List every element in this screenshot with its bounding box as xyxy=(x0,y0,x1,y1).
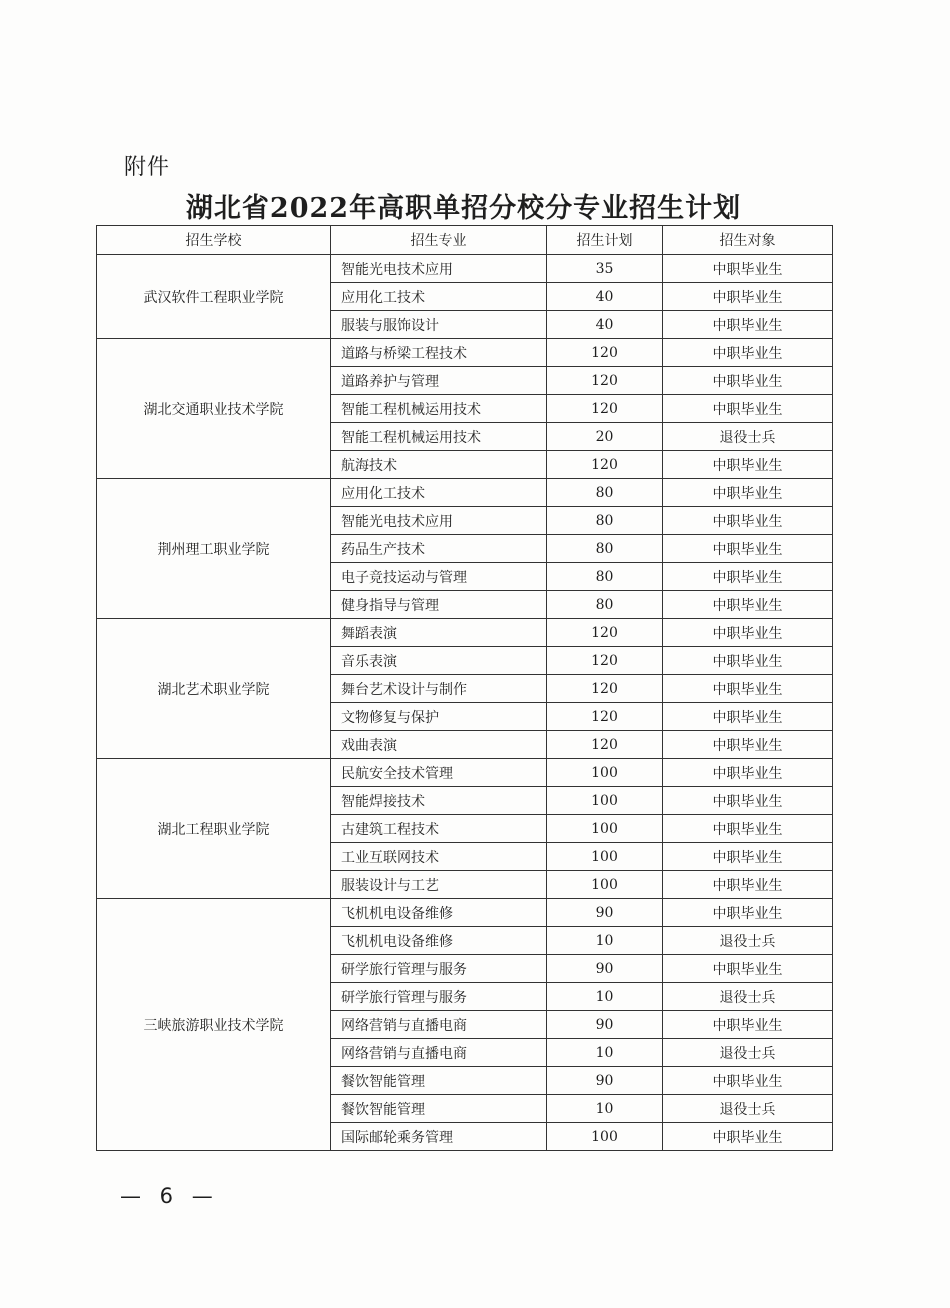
plan-count-cell: 90 xyxy=(547,1011,663,1039)
major-cell: 工业互联网技术 xyxy=(331,843,547,871)
target-group-cell: 退役士兵 xyxy=(663,1039,833,1067)
plan-count-cell: 80 xyxy=(547,563,663,591)
table-row xyxy=(97,899,833,927)
plan-count-cell: 80 xyxy=(547,507,663,535)
column-header-target: 招生对象 xyxy=(663,226,833,255)
enrollment-plan-table xyxy=(96,225,833,1151)
major-cell: 网络营销与直播电商 xyxy=(331,1039,547,1067)
major-cell: 智能工程机械运用技术 xyxy=(331,423,547,451)
plan-count-cell: 120 xyxy=(547,703,663,731)
target-group-cell: 中职毕业生 xyxy=(663,675,833,703)
major-cell: 智能光电技术应用 xyxy=(331,507,547,535)
target-group-cell: 中职毕业生 xyxy=(663,283,833,311)
target-group-cell: 中职毕业生 xyxy=(663,563,833,591)
plan-count-cell: 80 xyxy=(547,535,663,563)
major-cell: 道路养护与管理 xyxy=(331,367,547,395)
major-cell: 服装与服饰设计 xyxy=(331,311,547,339)
plan-count-cell: 10 xyxy=(547,983,663,1011)
major-cell: 文物修复与保护 xyxy=(331,703,547,731)
target-group-cell: 中职毕业生 xyxy=(663,647,833,675)
target-group-cell: 中职毕业生 xyxy=(663,843,833,871)
plan-count-cell: 90 xyxy=(547,1067,663,1095)
table-row xyxy=(97,479,833,507)
major-cell: 药品生产技术 xyxy=(331,535,547,563)
major-cell: 古建筑工程技术 xyxy=(331,815,547,843)
school-name-cell: 湖北艺术职业学院 xyxy=(97,619,331,759)
target-group-cell: 退役士兵 xyxy=(663,927,833,955)
school-name-cell: 三峡旅游职业技术学院 xyxy=(97,899,331,1151)
target-group-cell: 中职毕业生 xyxy=(663,367,833,395)
target-group-cell: 中职毕业生 xyxy=(663,591,833,619)
plan-count-cell: 90 xyxy=(547,899,663,927)
column-header-plan: 招生计划 xyxy=(547,226,663,255)
major-cell: 智能光电技术应用 xyxy=(331,255,547,283)
table-row xyxy=(97,619,833,647)
major-cell: 舞蹈表演 xyxy=(331,619,547,647)
column-header-school: 招生学校 xyxy=(97,226,331,255)
target-group-cell: 中职毕业生 xyxy=(663,619,833,647)
plan-count-cell: 40 xyxy=(547,311,663,339)
plan-count-cell: 40 xyxy=(547,283,663,311)
target-group-cell: 中职毕业生 xyxy=(663,787,833,815)
plan-count-cell: 100 xyxy=(547,759,663,787)
school-name-cell: 湖北工程职业学院 xyxy=(97,759,331,899)
plan-count-cell: 80 xyxy=(547,591,663,619)
major-cell: 研学旅行管理与服务 xyxy=(331,955,547,983)
target-group-cell: 中职毕业生 xyxy=(663,1067,833,1095)
plan-count-cell: 120 xyxy=(547,367,663,395)
major-cell: 民航安全技术管理 xyxy=(331,759,547,787)
table-row xyxy=(97,255,833,283)
target-group-cell: 退役士兵 xyxy=(663,983,833,1011)
target-group-cell: 中职毕业生 xyxy=(663,451,833,479)
target-group-cell: 中职毕业生 xyxy=(663,703,833,731)
school-name-cell: 武汉软件工程职业学院 xyxy=(97,255,331,339)
plan-count-cell: 120 xyxy=(547,339,663,367)
plan-count-cell: 90 xyxy=(547,955,663,983)
plan-count-cell: 20 xyxy=(547,423,663,451)
major-cell: 智能焊接技术 xyxy=(331,787,547,815)
major-cell: 飞机机电设备维修 xyxy=(331,927,547,955)
target-group-cell: 中职毕业生 xyxy=(663,535,833,563)
target-group-cell: 中职毕业生 xyxy=(663,255,833,283)
attachment-label: 附件 xyxy=(124,155,171,180)
target-group-cell: 退役士兵 xyxy=(663,1095,833,1123)
target-group-cell: 中职毕业生 xyxy=(663,871,833,899)
target-group-cell: 中职毕业生 xyxy=(663,1011,833,1039)
major-cell: 应用化工技术 xyxy=(331,283,547,311)
column-header-major: 招生专业 xyxy=(331,226,547,255)
plan-count-cell: 100 xyxy=(547,815,663,843)
major-cell: 音乐表演 xyxy=(331,647,547,675)
major-cell: 智能工程机械运用技术 xyxy=(331,395,547,423)
plan-count-cell: 10 xyxy=(547,1039,663,1067)
school-name-cell: 荆州理工职业学院 xyxy=(97,479,331,619)
major-cell: 应用化工技术 xyxy=(331,479,547,507)
plan-count-cell: 100 xyxy=(547,787,663,815)
plan-count-cell: 100 xyxy=(547,871,663,899)
plan-count-cell: 120 xyxy=(547,451,663,479)
plan-count-cell: 10 xyxy=(547,927,663,955)
document-title: 湖北省2022年高职单招分校分专业招生计划 xyxy=(185,193,742,224)
plan-count-cell: 120 xyxy=(547,619,663,647)
target-group-cell: 中职毕业生 xyxy=(663,479,833,507)
major-cell: 飞机机电设备维修 xyxy=(331,899,547,927)
major-cell: 餐饮智能管理 xyxy=(331,1095,547,1123)
plan-count-cell: 120 xyxy=(547,647,663,675)
target-group-cell: 中职毕业生 xyxy=(663,759,833,787)
table-row xyxy=(97,339,833,367)
plan-count-cell: 10 xyxy=(547,1095,663,1123)
plan-count-cell: 120 xyxy=(547,675,663,703)
target-group-cell: 中职毕业生 xyxy=(663,339,833,367)
plan-count-cell: 120 xyxy=(547,731,663,759)
major-cell: 餐饮智能管理 xyxy=(331,1067,547,1095)
major-cell: 舞台艺术设计与制作 xyxy=(331,675,547,703)
target-group-cell: 中职毕业生 xyxy=(663,955,833,983)
target-group-cell: 退役士兵 xyxy=(663,423,833,451)
target-group-cell: 中职毕业生 xyxy=(663,899,833,927)
school-name-cell: 湖北交通职业技术学院 xyxy=(97,339,331,479)
table-row xyxy=(97,759,833,787)
target-group-cell: 中职毕业生 xyxy=(663,311,833,339)
major-cell: 国际邮轮乘务管理 xyxy=(331,1123,547,1151)
page-number: — 6 — xyxy=(120,1184,219,1208)
plan-count-cell: 35 xyxy=(547,255,663,283)
target-group-cell: 中职毕业生 xyxy=(663,731,833,759)
major-cell: 网络营销与直播电商 xyxy=(331,1011,547,1039)
target-group-cell: 中职毕业生 xyxy=(663,815,833,843)
major-cell: 航海技术 xyxy=(331,451,547,479)
target-group-cell: 中职毕业生 xyxy=(663,395,833,423)
major-cell: 健身指导与管理 xyxy=(331,591,547,619)
plan-count-cell: 120 xyxy=(547,395,663,423)
major-cell: 道路与桥梁工程技术 xyxy=(331,339,547,367)
table-header-row xyxy=(97,226,833,255)
table-body xyxy=(97,255,833,1151)
plan-count-cell: 100 xyxy=(547,843,663,871)
plan-count-cell: 100 xyxy=(547,1123,663,1151)
major-cell: 电子竞技运动与管理 xyxy=(331,563,547,591)
major-cell: 服装设计与工艺 xyxy=(331,871,547,899)
plan-count-cell: 80 xyxy=(547,479,663,507)
major-cell: 戏曲表演 xyxy=(331,731,547,759)
target-group-cell: 中职毕业生 xyxy=(663,1123,833,1151)
target-group-cell: 中职毕业生 xyxy=(663,507,833,535)
major-cell: 研学旅行管理与服务 xyxy=(331,983,547,1011)
